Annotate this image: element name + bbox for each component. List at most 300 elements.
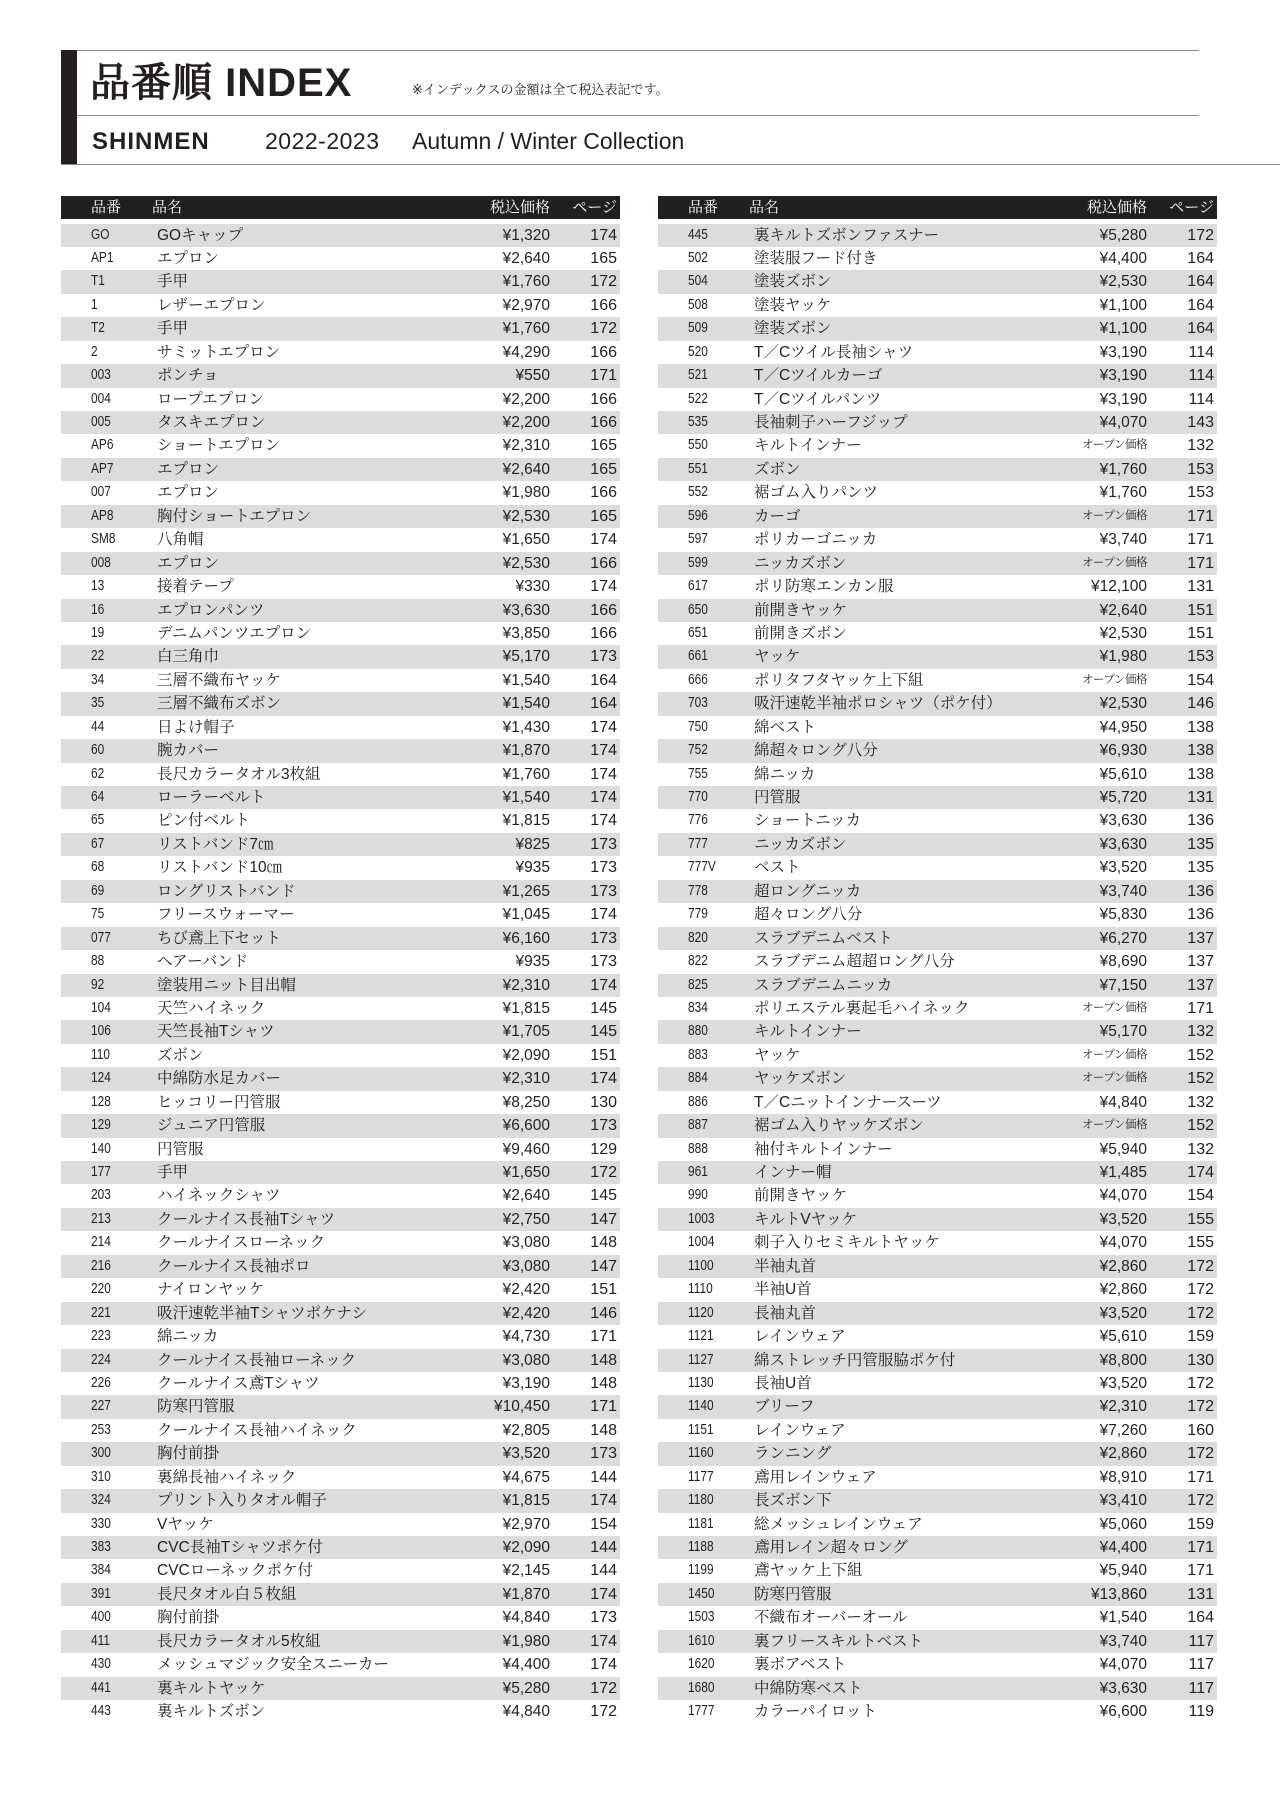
item-price: ¥1,870 xyxy=(502,742,550,760)
item-price: ¥13,860 xyxy=(1090,1585,1147,1603)
item-price: ¥1,540 xyxy=(1099,1609,1147,1627)
item-code: 1140 xyxy=(688,1398,714,1415)
item-price: ¥2,860 xyxy=(1099,1281,1147,1299)
table-row xyxy=(61,294,620,317)
item-name: リストバンド10㎝ xyxy=(157,859,283,877)
item-page: 151 xyxy=(1187,624,1214,642)
item-code: 1680 xyxy=(688,1679,715,1696)
item-page: 148 xyxy=(590,1374,617,1392)
item-price: ¥2,530 xyxy=(1099,695,1147,713)
item-name: カラーパイロット xyxy=(754,1703,877,1721)
item-code: 990 xyxy=(688,1187,708,1204)
item-page: 130 xyxy=(590,1093,617,1111)
item-page: 174 xyxy=(590,742,617,760)
item-page: 164 xyxy=(1187,273,1214,291)
item-code: 1130 xyxy=(688,1374,714,1391)
item-price: ¥5,610 xyxy=(1099,1328,1147,1346)
item-price: ¥935 xyxy=(515,953,550,971)
table-row xyxy=(658,1559,1217,1582)
item-name: クールナイス長袖ローネック xyxy=(157,1351,357,1369)
item-name: 裏綿長袖ハイネック xyxy=(157,1468,297,1486)
item-price: ¥5,280 xyxy=(502,1679,550,1697)
item-page: 171 xyxy=(1187,1468,1214,1486)
table-row xyxy=(658,458,1217,481)
item-code: 64 xyxy=(91,789,105,805)
item-name: 綿超々ロング八分 xyxy=(754,742,878,760)
item-code: 883 xyxy=(688,1046,708,1063)
item-code: 550 xyxy=(688,437,708,454)
item-page: 131 xyxy=(1187,578,1214,596)
item-page: 119 xyxy=(1188,1703,1214,1721)
table-row xyxy=(658,317,1217,340)
item-price: ¥4,400 xyxy=(1099,1539,1147,1556)
item-code: 820 xyxy=(688,929,708,946)
item-price: ¥5,830 xyxy=(1099,906,1147,924)
item-price: ¥4,840 xyxy=(1099,1093,1147,1111)
item-code: 443 xyxy=(91,1703,111,1720)
item-price: ¥6,600 xyxy=(502,1117,550,1135)
item-page: 146 xyxy=(1187,695,1214,713)
index-table-left xyxy=(61,196,620,1726)
item-code: 430 xyxy=(91,1656,111,1673)
item-price: ¥2,860 xyxy=(1099,1257,1147,1275)
table-row xyxy=(61,1559,620,1582)
item-code: 703 xyxy=(688,695,708,712)
item-price: ¥2,805 xyxy=(502,1421,550,1439)
item-name: 胸付前掛 xyxy=(157,1445,220,1463)
table-body xyxy=(658,224,1217,1724)
item-price: ¥8,250 xyxy=(502,1093,550,1111)
item-price: オープン価格 xyxy=(1082,509,1147,522)
item-name: 綿ニッカ xyxy=(157,1328,219,1346)
item-name: クールナイス長袖ポロ xyxy=(157,1257,311,1275)
item-name: 長袖丸首 xyxy=(754,1304,817,1322)
item-page: 143 xyxy=(1187,414,1214,431)
table-row xyxy=(658,1489,1217,1512)
item-price: ¥1,100 xyxy=(1099,320,1147,338)
item-price: ¥2,750 xyxy=(502,1210,550,1228)
item-name: 円管服 xyxy=(157,1140,204,1158)
item-page: 166 xyxy=(590,390,617,408)
item-price: ¥2,420 xyxy=(502,1281,550,1299)
item-price: ¥1,760 xyxy=(502,765,550,783)
item-code: 110 xyxy=(91,1046,110,1063)
table-row xyxy=(658,880,1217,903)
item-name: エプロン xyxy=(157,484,220,502)
item-price: ¥8,910 xyxy=(1099,1468,1147,1486)
item-page: 117 xyxy=(1188,1656,1214,1674)
item-name: 円管服 xyxy=(754,789,801,806)
item-page: 151 xyxy=(590,1281,617,1299)
item-name: 三層不織布ズボン xyxy=(157,695,282,713)
table-row xyxy=(61,434,620,457)
item-price: ¥1,815 xyxy=(502,812,550,830)
item-price: ¥3,630 xyxy=(1099,812,1147,830)
item-price: ¥3,630 xyxy=(1099,835,1147,853)
item-price: ¥1,870 xyxy=(502,1585,550,1603)
item-page: 164 xyxy=(1187,320,1214,338)
item-page: 164 xyxy=(1187,249,1214,267)
table-row xyxy=(61,1161,620,1184)
item-code: 22 xyxy=(91,648,105,665)
item-page: 172 xyxy=(590,1679,617,1697)
item-page: 159 xyxy=(1187,1328,1214,1346)
item-page: 136 xyxy=(1187,906,1214,924)
item-name: 長ズボン下 xyxy=(754,1492,832,1510)
table-row xyxy=(658,1255,1217,1278)
item-code: 60 xyxy=(91,742,105,759)
table-row xyxy=(658,809,1217,832)
item-page: 174 xyxy=(590,718,617,736)
table-row xyxy=(658,1091,1217,1114)
item-code: T1 xyxy=(91,273,105,290)
item-code: 104 xyxy=(91,999,111,1016)
item-code: 129 xyxy=(91,1117,111,1134)
item-code: 62 xyxy=(91,765,105,782)
item-name: 長尺タオル白５枚組 xyxy=(157,1585,297,1603)
item-name: 半袖丸首 xyxy=(754,1257,817,1275)
table-row xyxy=(61,1208,620,1231)
item-price: ¥2,090 xyxy=(502,1539,550,1556)
item-price: ¥3,190 xyxy=(1099,367,1147,385)
item-price: ¥1,760 xyxy=(502,320,550,338)
item-name: ローラーベルト xyxy=(157,789,266,806)
table-row xyxy=(658,1184,1217,1207)
table-row xyxy=(61,1606,620,1629)
table-row xyxy=(658,1325,1217,1348)
item-price: ¥1,430 xyxy=(502,718,550,736)
table-row xyxy=(61,1067,620,1090)
item-name: 綿ニッカ xyxy=(754,765,816,783)
table-row xyxy=(61,1349,620,1372)
item-name: スラブデニム超超ロング八分 xyxy=(754,953,955,971)
item-price: ¥6,270 xyxy=(1099,929,1147,947)
column-header-price: 税込価格 xyxy=(1086,199,1147,216)
column-header-name: 品名 xyxy=(152,199,183,216)
item-name: 前開きヤッケ xyxy=(754,601,848,619)
item-page: 164 xyxy=(590,695,617,713)
item-code: 777 xyxy=(688,835,708,852)
item-code: 777V xyxy=(688,859,716,876)
item-name: キルトインナー xyxy=(754,1023,862,1041)
item-price: ¥4,675 xyxy=(502,1468,550,1486)
item-page: 137 xyxy=(1187,929,1214,947)
item-name: 手甲 xyxy=(157,320,189,338)
table-row xyxy=(61,1419,620,1442)
table-row xyxy=(61,1583,620,1606)
item-page: 174 xyxy=(590,226,617,244)
item-code: 1199 xyxy=(688,1562,714,1579)
item-price: オープン価格 xyxy=(1082,1048,1147,1061)
item-code: 441 xyxy=(91,1679,111,1696)
item-page: 151 xyxy=(1187,601,1214,619)
table-row xyxy=(61,1442,620,1465)
table-row xyxy=(61,341,620,364)
item-page: 160 xyxy=(1187,1421,1214,1439)
item-code: 1004 xyxy=(688,1234,715,1251)
item-price: ¥1,540 xyxy=(502,671,550,689)
column-header-code: 品番 xyxy=(91,199,122,216)
table-body xyxy=(61,224,620,1724)
item-code: 1151 xyxy=(688,1421,714,1438)
item-price: ¥5,940 xyxy=(1099,1140,1147,1158)
item-code: 69 xyxy=(91,882,105,899)
item-name: 鳶用レイン超々ロング xyxy=(754,1539,908,1556)
table-row xyxy=(658,1372,1217,1395)
item-name: 長尺カラータオル5枚組 xyxy=(157,1632,321,1650)
table-row xyxy=(61,809,620,832)
item-page: 154 xyxy=(590,1515,617,1533)
item-price: ¥2,640 xyxy=(502,249,550,267)
item-name: カーゴ xyxy=(754,507,801,525)
item-price: ¥5,610 xyxy=(1099,765,1147,783)
item-page: 138 xyxy=(1187,718,1214,736)
table-row xyxy=(61,1020,620,1043)
item-name: スラブデニムニッカ xyxy=(754,976,893,994)
table-row xyxy=(61,458,620,481)
table-row xyxy=(61,270,620,293)
item-name: エプロン xyxy=(157,460,220,478)
item-code: 220 xyxy=(91,1281,111,1298)
item-name: リストバンド7㎝ xyxy=(157,835,274,853)
table-row xyxy=(61,224,620,247)
item-name: ヤッケ xyxy=(754,648,801,666)
item-name: 三層不織布ヤッケ xyxy=(157,671,282,689)
item-name: 接着テープ xyxy=(157,578,234,596)
item-code: T2 xyxy=(91,320,105,337)
item-name: エプロン xyxy=(157,554,220,572)
item-page: 165 xyxy=(590,437,617,455)
item-code: 324 xyxy=(91,1492,111,1509)
item-name: デニムパンツエプロン xyxy=(157,624,312,642)
table-row xyxy=(61,575,620,598)
item-name: 手甲 xyxy=(157,273,189,291)
table-row xyxy=(658,692,1217,715)
table-row xyxy=(61,528,620,551)
item-page: 153 xyxy=(1187,648,1214,666)
item-page: 151 xyxy=(590,1046,617,1064)
item-code: AP1 xyxy=(91,249,114,266)
item-page: 174 xyxy=(590,1492,617,1510)
item-page: 174 xyxy=(590,976,617,994)
item-page: 146 xyxy=(590,1304,617,1322)
item-page: 138 xyxy=(1187,742,1214,760)
item-page: 172 xyxy=(590,273,617,291)
item-code: 1181 xyxy=(688,1515,714,1532)
item-price: オープン価格 xyxy=(1082,1072,1147,1085)
item-name: 防寒円管服 xyxy=(157,1398,235,1416)
item-price: ¥2,310 xyxy=(502,1070,550,1088)
item-page: 171 xyxy=(590,1398,617,1416)
table-row xyxy=(61,247,620,270)
item-code: 330 xyxy=(91,1515,111,1532)
item-code: 1177 xyxy=(688,1468,714,1485)
item-price: ¥2,970 xyxy=(502,296,550,314)
item-page: 148 xyxy=(590,1351,617,1369)
item-code: 509 xyxy=(688,320,708,337)
item-price: ¥1,815 xyxy=(502,1492,550,1510)
item-page: 172 xyxy=(590,1164,617,1181)
table-row xyxy=(658,739,1217,762)
item-page: 117 xyxy=(1188,1632,1214,1650)
table-row xyxy=(658,247,1217,270)
item-price: ¥3,190 xyxy=(502,1374,550,1392)
table-row xyxy=(61,1700,620,1723)
item-name: 天竺ハイネック xyxy=(157,999,266,1017)
table-row xyxy=(658,364,1217,387)
table-row xyxy=(658,1395,1217,1418)
table-row xyxy=(61,833,620,856)
item-page: 136 xyxy=(1187,812,1214,830)
item-page: 164 xyxy=(1187,296,1214,314)
item-code: 077 xyxy=(91,929,111,946)
table-row xyxy=(658,388,1217,411)
item-name: 腕カバー xyxy=(157,742,220,760)
item-name: エプロン xyxy=(157,249,220,267)
table-row xyxy=(658,833,1217,856)
item-name: 総メッシュレインウェア xyxy=(754,1515,923,1533)
item-code: 213 xyxy=(91,1210,111,1227)
item-code: 1450 xyxy=(688,1585,715,1602)
table-row xyxy=(61,1302,620,1325)
item-code: 1620 xyxy=(688,1656,715,1673)
item-price: ¥9,460 xyxy=(502,1140,550,1158)
page-title: 品番順 INDEX xyxy=(90,61,353,105)
item-code: 1110 xyxy=(688,1281,713,1298)
item-page: 172 xyxy=(1187,1445,1214,1463)
item-page: 148 xyxy=(590,1234,617,1252)
item-code: 1121 xyxy=(688,1328,714,1345)
table-row xyxy=(658,528,1217,551)
item-name: ポリ防寒エンカン服 xyxy=(754,578,894,596)
item-price: ¥2,200 xyxy=(502,414,550,431)
item-name: 胸付前掛 xyxy=(157,1609,220,1627)
item-price: ¥5,720 xyxy=(1099,789,1147,806)
item-name: CVCローネックポケ付 xyxy=(157,1562,313,1580)
item-code: 521 xyxy=(688,367,708,384)
item-page: 174 xyxy=(590,578,617,596)
table-row xyxy=(658,481,1217,504)
table-row xyxy=(61,411,620,434)
item-name: 超ロングニッカ xyxy=(754,882,862,900)
item-name: 袖付キルトインナー xyxy=(754,1140,893,1158)
item-price: ¥3,520 xyxy=(502,1445,550,1463)
item-price: ¥1,815 xyxy=(502,999,550,1017)
table-row xyxy=(658,1020,1217,1043)
item-price: ¥1,705 xyxy=(502,1023,550,1041)
item-price: ¥1,650 xyxy=(502,531,550,549)
item-price: ¥5,940 xyxy=(1099,1562,1147,1580)
item-code: 1 xyxy=(91,296,98,313)
item-price: ¥4,400 xyxy=(502,1656,550,1674)
item-name: プリント入りタオル帽子 xyxy=(157,1492,327,1510)
item-price: ¥3,630 xyxy=(1099,1679,1147,1697)
item-page: 172 xyxy=(1187,1304,1214,1322)
item-name: 防寒円管服 xyxy=(754,1585,832,1603)
item-page: 152 xyxy=(1187,1070,1214,1088)
item-name: 超々ロング八分 xyxy=(754,906,863,924)
top-rule xyxy=(61,50,1199,51)
item-page: 132 xyxy=(1187,437,1214,455)
table-row xyxy=(658,341,1217,364)
item-code: 1610 xyxy=(688,1632,715,1649)
item-code: 1127 xyxy=(688,1351,714,1368)
heading-accent-bar xyxy=(61,50,77,165)
item-price: ¥3,410 xyxy=(1099,1492,1147,1510)
bottom-rule xyxy=(61,164,1280,165)
item-name: 刺子入りセミキルトヤッケ xyxy=(754,1234,940,1252)
item-page: 173 xyxy=(590,882,617,900)
item-price: ¥3,520 xyxy=(1099,1210,1147,1228)
item-code: 2 xyxy=(91,343,98,360)
item-page: 159 xyxy=(1187,1515,1214,1533)
item-price: ¥2,970 xyxy=(502,1515,550,1533)
table-row xyxy=(61,1513,620,1536)
item-page: 114 xyxy=(1188,367,1214,385)
item-price: ¥3,850 xyxy=(502,624,550,642)
table-row xyxy=(658,1513,1217,1536)
item-price: ¥6,600 xyxy=(1099,1703,1147,1721)
table-row xyxy=(658,1419,1217,1442)
item-code: 502 xyxy=(688,249,708,266)
item-name: 塗装ヤッケ xyxy=(754,296,832,314)
item-code: 75 xyxy=(91,906,105,923)
table-row xyxy=(61,856,620,879)
item-code: 596 xyxy=(688,507,708,524)
item-name: 塗装服フード付き xyxy=(754,249,878,267)
item-page: 137 xyxy=(1187,976,1214,994)
item-code: 224 xyxy=(91,1351,111,1368)
item-name: メッシュマジック安全スニーカー xyxy=(157,1656,389,1674)
item-name: 吸汗速乾半袖Tシャツポケナシ xyxy=(157,1304,368,1322)
table-row xyxy=(61,1255,620,1278)
item-page: 173 xyxy=(590,929,617,947)
item-name: 八角帽 xyxy=(157,531,204,549)
item-name: 中綿防水足カバー xyxy=(157,1070,282,1088)
item-page: 144 xyxy=(590,1539,617,1556)
item-price: ¥5,280 xyxy=(1099,226,1147,244)
item-page: 147 xyxy=(590,1210,617,1228)
item-code: 551 xyxy=(688,460,708,477)
table-header xyxy=(658,196,1217,219)
item-price: ¥2,530 xyxy=(502,554,550,572)
item-code: 223 xyxy=(91,1328,111,1345)
table-row xyxy=(658,669,1217,692)
item-code: 106 xyxy=(91,1023,111,1040)
table-row xyxy=(658,645,1217,668)
column-header-code: 品番 xyxy=(688,199,719,216)
table-row xyxy=(61,950,620,973)
item-price: ¥1,265 xyxy=(502,882,550,900)
item-price: ¥1,650 xyxy=(502,1164,550,1181)
table-row xyxy=(658,1349,1217,1372)
table-row xyxy=(61,692,620,715)
table-row xyxy=(61,552,620,575)
column-header-page: ページ xyxy=(1169,199,1214,216)
item-price: オープン価格 xyxy=(1082,673,1147,686)
item-price: ¥2,530 xyxy=(1099,624,1147,642)
item-price: ¥3,520 xyxy=(1099,859,1147,877)
item-page: 166 xyxy=(590,554,617,572)
item-name: ズボン xyxy=(157,1046,204,1064)
item-price: ¥5,170 xyxy=(1099,1023,1147,1041)
item-name: ヤッケ xyxy=(754,1046,801,1064)
item-price: ¥2,310 xyxy=(502,976,550,994)
item-name: ニッカズボン xyxy=(754,554,847,572)
item-code: 140 xyxy=(91,1140,111,1157)
item-page: 166 xyxy=(590,296,617,314)
item-price: ¥3,520 xyxy=(1099,1374,1147,1392)
